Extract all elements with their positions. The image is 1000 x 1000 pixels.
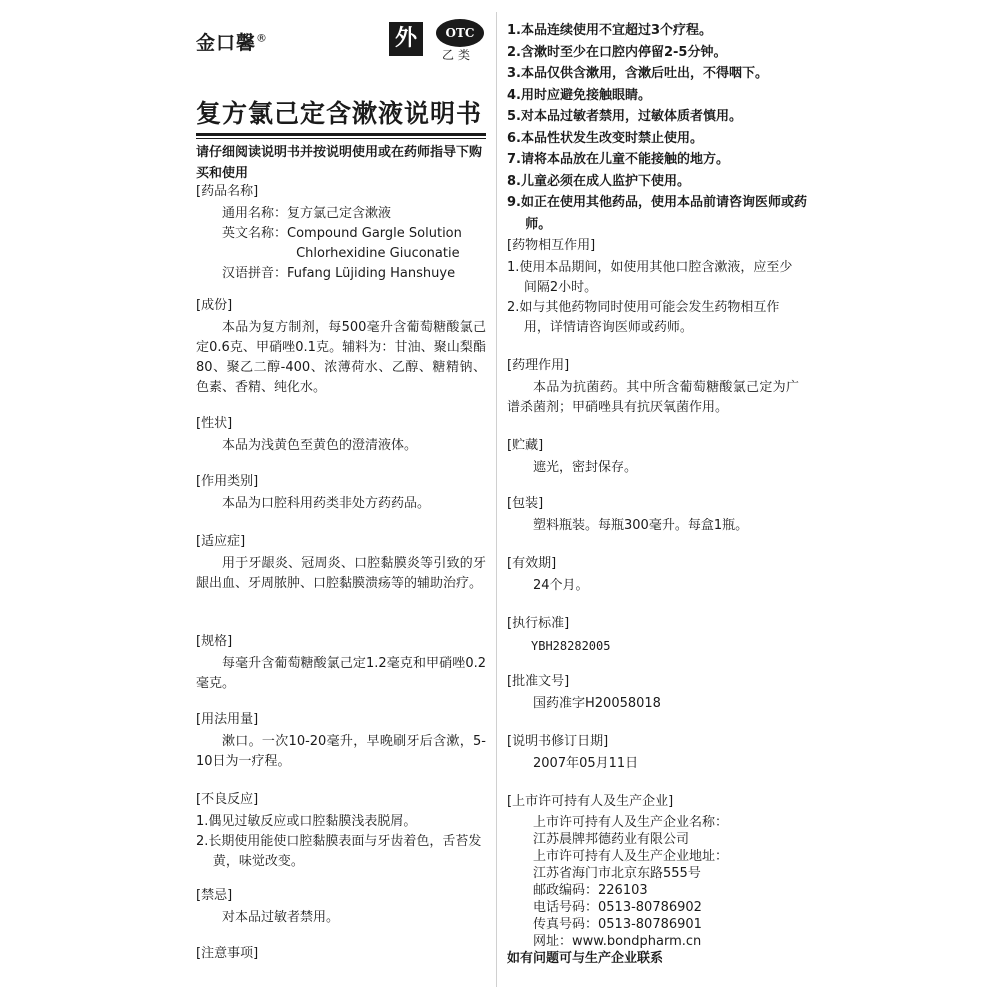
section-heading: [适应症]: [196, 534, 246, 549]
section-heading: [规格]: [196, 634, 233, 649]
section-heading: [注意事项]: [196, 946, 259, 961]
section-text: 国药准字H20058018: [533, 696, 661, 711]
otc-badge: OTC: [436, 19, 484, 47]
section-approval: [507, 672, 799, 714]
section-text: 2007年05月11日: [533, 756, 639, 771]
section-contraindications: [196, 886, 486, 928]
section-storage: [507, 436, 799, 478]
list-item: 8.儿童必须在成人监护下使用。: [507, 173, 690, 189]
section-text: YBH28282005: [531, 639, 611, 653]
list-item: 1.使用本品期间，如使用其他口腔含漱液，应至少间隔2小时。: [507, 260, 793, 295]
section-heading: [药品名称]: [196, 184, 259, 199]
section-adverse-reactions: [196, 790, 486, 872]
list-item: 2.长期使用能使口腔黏膜表面与牙齿着色，舌苔发黄，味觉改变。: [196, 834, 482, 869]
section-heading: [执行标准]: [507, 616, 570, 631]
list-item: 1.本品连续使用不宜超过3个疗程。: [507, 23, 713, 38]
section-dosage: [196, 710, 486, 772]
english-name: 英文名称：Compound Gargle Solution: [222, 226, 462, 241]
holder-website: 网址：www.bondpharm.cn: [533, 934, 702, 949]
section-indications: [196, 532, 486, 594]
section-text: 对本品过敏者禁用。: [222, 910, 340, 925]
section-text: 漱口。一次10-20毫升，早晚刷牙后含漱，5-10日为一疗程。: [196, 734, 486, 769]
column-divider: [496, 12, 497, 987]
section-heading: [药理作用]: [507, 358, 570, 373]
otc-class-label: 乙类: [442, 48, 475, 62]
list-item: 3.本品仅供含漱用，含漱后吐出，不得咽下。: [507, 66, 768, 81]
document-title: 复方氯己定含漱液说明书: [196, 99, 483, 128]
external-use-badge: 外: [389, 22, 423, 56]
section-heading: [性状]: [196, 416, 233, 431]
section-category: [196, 472, 486, 514]
section-heading: [有效期]: [507, 556, 557, 571]
section-package: [507, 494, 799, 536]
holder-phone: 电话号码：0513-80786902: [533, 900, 702, 915]
brand-logo: 金口馨®: [196, 31, 269, 54]
holder-fax: 传真号码：0513-80786901: [533, 917, 702, 932]
english-name-line2: Chlorhexidine Giuconatie: [296, 246, 460, 261]
section-text: 本品为浅黄色至黄色的澄清液体。: [222, 438, 418, 453]
section-text: 每毫升含葡萄糖酸氯己定1.2毫克和甲硝唑0.2毫克。: [196, 656, 486, 691]
precautions-list: [507, 20, 807, 235]
intro-notice: 请仔细阅读说明书并按说明使用或在药师指导下购买和使用: [196, 145, 483, 181]
generic-name: 通用名称：复方氯己定含漱液: [222, 206, 392, 221]
section-validity: [507, 554, 799, 596]
pinyin-name: 汉语拼音：Fufang Lüjiding Hanshuye: [222, 266, 456, 281]
footer-contact-note: 如有问题可与生产企业联系: [507, 951, 664, 966]
section-text: 塑料瓶装。每瓶300毫升。每盒1瓶。: [533, 518, 749, 533]
title-rule-thin: [196, 138, 486, 139]
section-text: 本品为口腔科用药类非处方药药品。: [222, 496, 431, 511]
list-item: 1.偶见过敏反应或口腔黏膜浅表脱屑。: [196, 814, 417, 829]
section-revision-date: [507, 732, 799, 774]
section-heading: [作用类别]: [196, 474, 259, 489]
section-heading: [成份]: [196, 298, 233, 313]
list-item: 7.请将本品放在儿童不能接触的地方。: [507, 152, 729, 167]
section-heading: [批准文号]: [507, 674, 570, 689]
section-heading: [药物相互作用]: [507, 238, 596, 253]
section-text: 用于牙龈炎、冠周炎、口腔黏膜炎等引致的牙龈出血、牙周脓肿、口腔黏膜溃疡等的辅助治疗。: [196, 556, 486, 591]
section-holder: [507, 792, 799, 950]
section-text: 遮光，密封保存。: [533, 460, 638, 475]
section-heading: [上市许可持有人及生产企业]: [507, 794, 674, 809]
section-heading: [不良反应]: [196, 792, 259, 807]
list-item: 2.含漱时至少在口腔内停留2-5分钟。: [507, 44, 727, 60]
section-heading: [包装]: [507, 496, 544, 511]
section-specification: [196, 632, 486, 694]
list-item: 2.如与其他药物同时使用可能会发生药物相互作用，详情请咨询医师或药师。: [507, 300, 780, 335]
section-properties: [196, 414, 486, 456]
list-item: 9.如正在使用其他药品，使用本品前请咨询医师或药师。: [507, 195, 807, 232]
list-item: 6.本品性状发生改变时禁止使用。: [507, 130, 703, 146]
section-heading: [说明书修订日期]: [507, 734, 609, 749]
section-composition: [196, 296, 486, 398]
section-precautions-heading: [196, 944, 486, 966]
section-pharmacology: [507, 356, 799, 418]
section-standard: [507, 614, 799, 656]
title-rule: [196, 133, 486, 136]
holder-address: 江苏省海门市北京东路555号: [533, 866, 701, 881]
holder-name: 江苏晨牌邦德药业有限公司: [533, 832, 690, 847]
section-heading: [贮藏]: [507, 438, 544, 453]
list-item: 5.对本品过敏者禁用，过敏体质者慎用。: [507, 109, 742, 124]
holder-postcode: 邮政编码：226103: [533, 883, 648, 898]
section-text: 24个月。: [533, 578, 589, 593]
section-drug-name: [196, 182, 488, 284]
section-heading: [禁忌]: [196, 888, 233, 903]
list-item: 4.用时应避免接触眼睛。: [507, 87, 651, 103]
holder-address-label: 上市许可持有人及生产企业地址：: [533, 849, 729, 864]
section-text: 本品为抗菌药。其中所含葡萄糖酸氯己定为广谱杀菌剂；甲硝唑具有抗厌氧菌作用。: [507, 380, 799, 415]
holder-name-label: 上市许可持有人及生产企业名称：: [533, 815, 729, 830]
section-heading: [用法用量]: [196, 712, 259, 727]
section-text: 本品为复方制剂，每500毫升含葡萄糖酸氯己定0.6克、甲硝唑0.1克。辅料为：甘油、聚山梨酯80、聚乙二醇-400、浓薄荷水、乙醇、糖精钠、色素、香精、纯化水。: [196, 320, 486, 395]
section-interactions: [507, 236, 799, 338]
